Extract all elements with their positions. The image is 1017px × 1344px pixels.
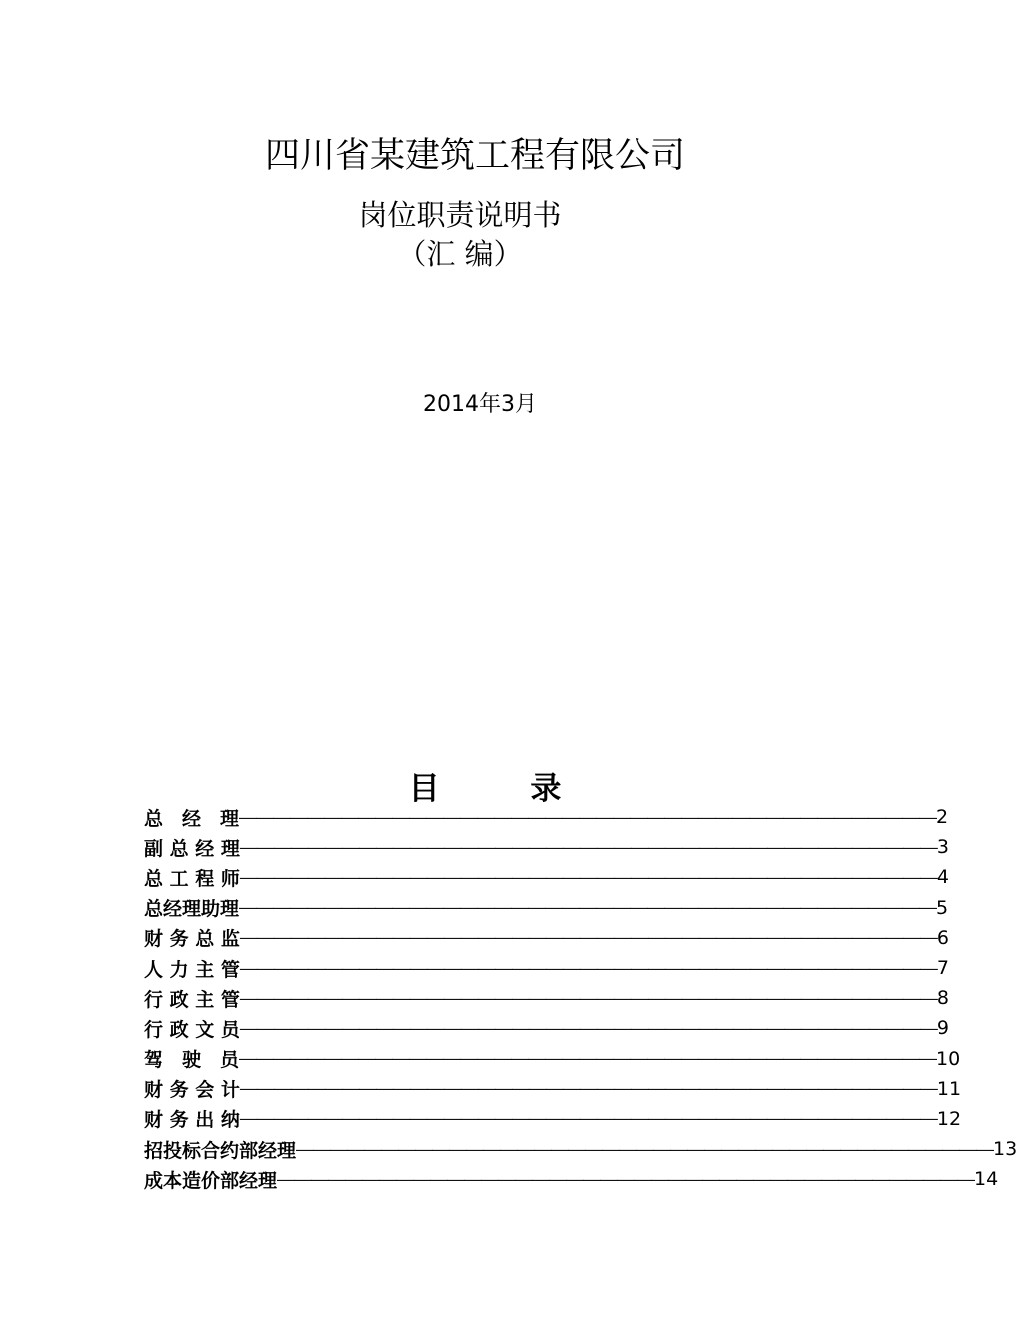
toc-leader: ――――――――――――――――――――――――――――――――――――――――― <box>239 1078 937 1100</box>
toc-item-page: 13 <box>993 1138 1017 1161</box>
document-date: 2014年3月 <box>423 392 537 417</box>
toc-item[interactable] <box>144 893 949 923</box>
company-name: 四川省某建筑工程有限公司 <box>264 136 685 176</box>
toc-leader: ――――――――――――――――――――――――――――――――――――――――― <box>296 1138 994 1160</box>
toc-leader: ――――――――――――――――――――――――――――――――――――――――― <box>239 927 937 949</box>
toc-item-label: 总经理助理 <box>144 898 240 921</box>
toc-item-page: 5 <box>936 896 949 919</box>
toc-item-label: 财 务 会 计 <box>144 1079 240 1102</box>
toc-item[interactable] <box>144 1013 949 1043</box>
toc-item[interactable] <box>144 1044 961 1074</box>
toc-item-label: 总 工 程 师 <box>144 867 240 890</box>
toc-leader: ――――――――――――――――――――――――――――――――――――――――― <box>239 806 937 828</box>
toc-item-label: 行 政 文 员 <box>144 1018 240 1041</box>
toc-item-page: 9 <box>936 1017 949 1040</box>
toc-item[interactable] <box>144 1074 962 1104</box>
toc-item[interactable] <box>144 983 949 1013</box>
toc-leader: ――――――――――――――――――――――――――――――――――――――――― <box>239 957 937 979</box>
toc-item-label: 成本造价部经理 <box>144 1169 278 1192</box>
toc-item-label: 总 经 理 <box>144 807 240 830</box>
toc-item[interactable] <box>144 1164 999 1194</box>
compile-note: （汇 编） <box>397 237 523 271</box>
toc-item[interactable] <box>144 1104 962 1134</box>
toc-item-label: 财 务 出 纳 <box>144 1109 240 1132</box>
toc-item-page: 4 <box>936 866 949 889</box>
toc-leader: ――――――――――――――――――――――――――――――――――――――――― <box>239 1048 937 1070</box>
toc-item-label: 财 务 总 监 <box>144 928 240 951</box>
document-subtitle: 岗位职责说明书 <box>358 198 562 232</box>
toc-item-page: 7 <box>936 957 949 980</box>
toc-leader: ――――――――――――――――――――――――――――――――――――――――― <box>239 1108 937 1130</box>
toc-item-page: 6 <box>936 926 949 949</box>
toc-leader: ――――――――――――――――――――――――――――――――――――――――― <box>239 836 937 858</box>
toc-item[interactable] <box>144 923 949 953</box>
toc-item-label: 副 总 经 理 <box>144 837 240 860</box>
toc-item[interactable] <box>144 953 949 983</box>
toc-item-page: 8 <box>936 987 949 1010</box>
toc-leader: ――――――――――――――――――――――――――――――――――――――――― <box>239 1017 937 1039</box>
toc-item[interactable] <box>144 802 949 832</box>
toc-item-page: 14 <box>974 1168 999 1191</box>
toc-item[interactable] <box>144 1134 1017 1164</box>
toc-item-page: 2 <box>936 806 949 829</box>
toc-leader: ――――――――――――――――――――――――――――――――――――――――― <box>239 897 937 919</box>
toc-leader: ――――――――――――――――――――――――――――――――――――――――― <box>277 1168 975 1190</box>
toc-item-label: 人 力 主 管 <box>144 958 240 981</box>
toc-item-page: 12 <box>936 1107 962 1130</box>
toc-item-page: 3 <box>936 836 949 859</box>
toc-item[interactable] <box>144 862 949 892</box>
table-of-contents <box>144 802 1017 1194</box>
toc-item-page: 10 <box>936 1047 961 1070</box>
toc-leader: ――――――――――――――――――――――――――――――――――――――――― <box>239 987 937 1009</box>
toc-title: 目 录 <box>408 771 562 807</box>
toc-item-label: 行 政 主 管 <box>144 988 240 1011</box>
toc-leader: ――――――――――――――――――――――――――――――――――――――――― <box>239 866 937 888</box>
toc-item-label: 招投标合约部经理 <box>144 1139 297 1162</box>
toc-item-page: 11 <box>936 1077 962 1100</box>
toc-item[interactable] <box>144 832 949 862</box>
toc-item-label: 驾 驶 员 <box>144 1049 240 1072</box>
